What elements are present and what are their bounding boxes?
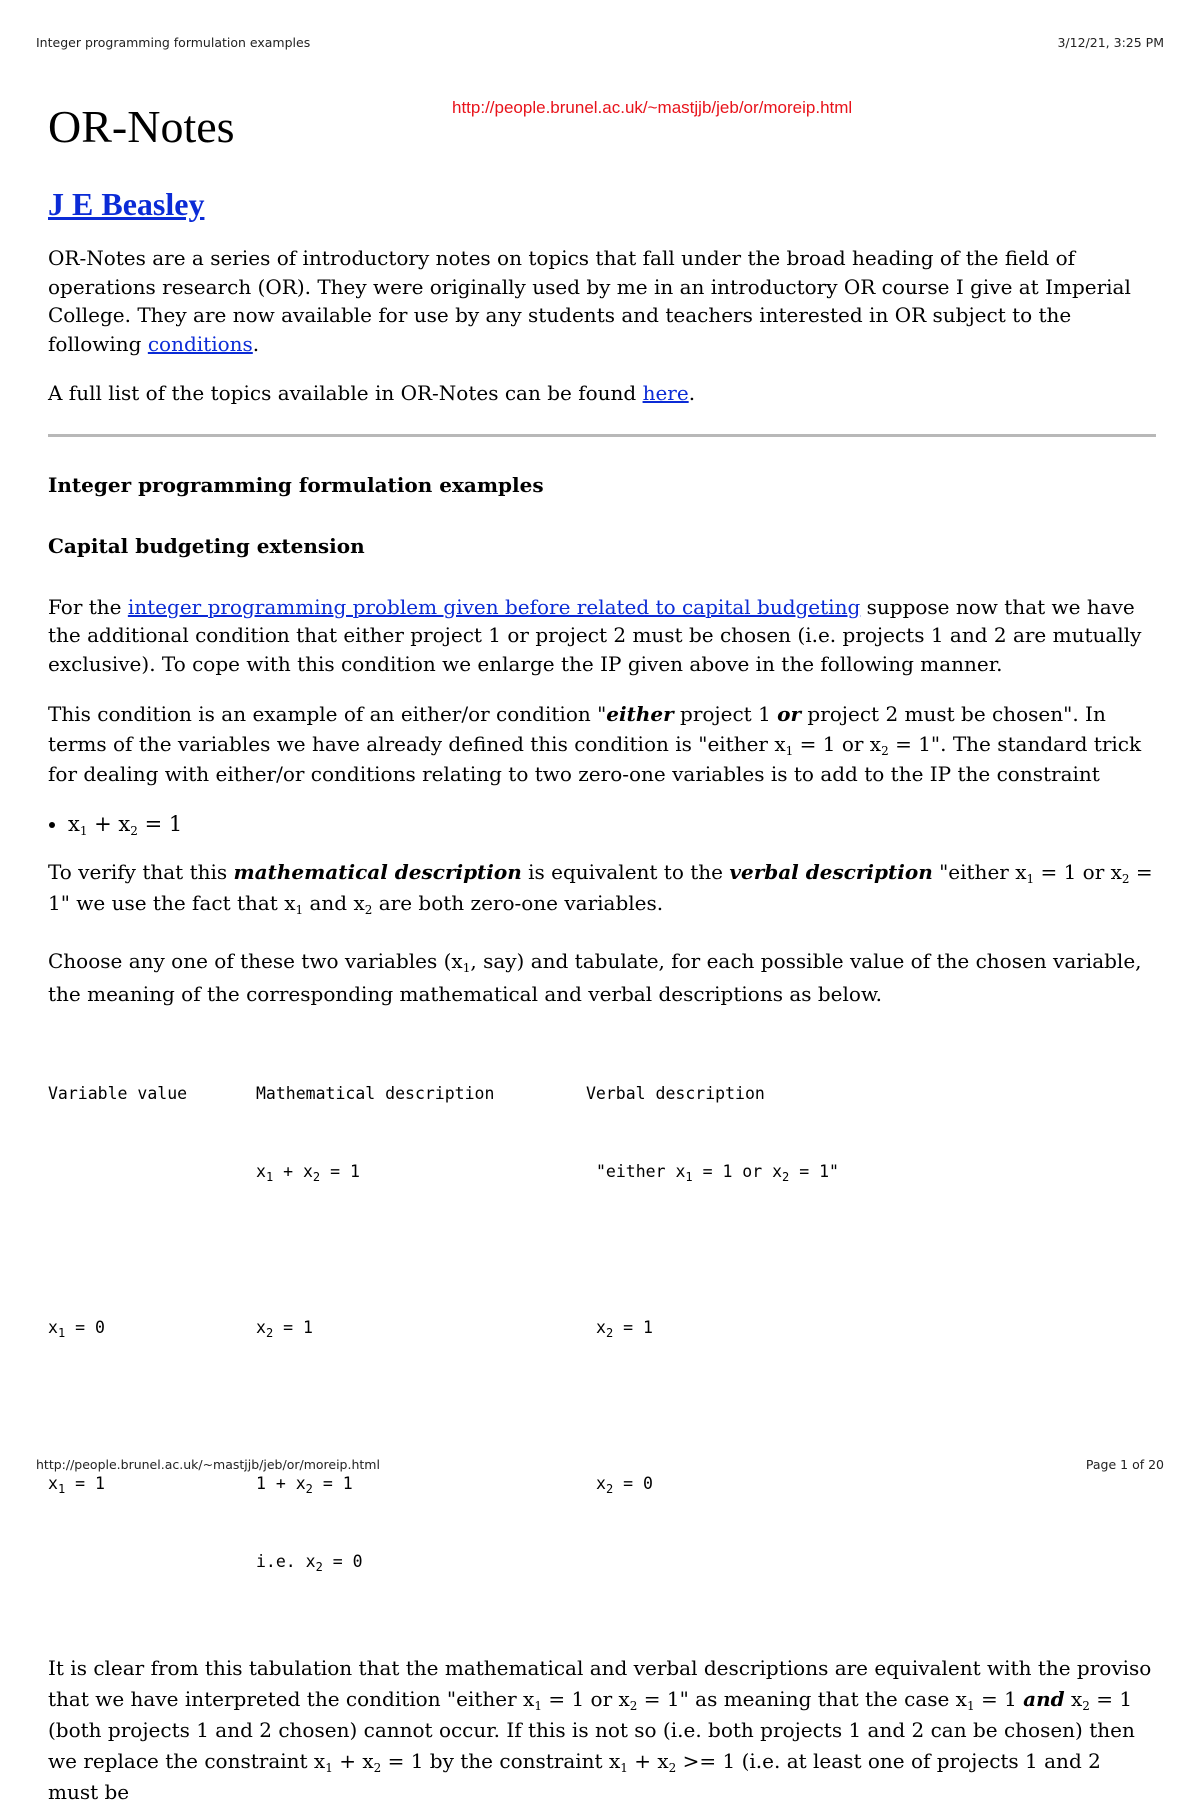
t-c: = 1: [320, 1162, 360, 1181]
conditions-link[interactable]: conditions: [147, 331, 253, 356]
row2-variable: [48, 1471, 256, 1497]
sub-1: 1: [534, 1699, 542, 1713]
para1-after: suppose now that we have the additional condition that either project 1 or project 2 must be chosen (i.e. projects 1 and 2 are mutually exclusive). To cope with this condition we enlarge the IP given above in the following manner.: [48, 594, 1142, 676]
para-choose: [48, 945, 1156, 1011]
para2-t3: project 2 must be chosen". In terms of the variables we have already defined this condition is "either x: [48, 702, 1106, 756]
constraint-list: [48, 809, 1156, 839]
spacer: [48, 1393, 1156, 1419]
capital-budgeting-link[interactable]: integer programming problem given before related to capital budgeting: [127, 594, 861, 619]
t-a: x: [596, 1318, 606, 1337]
author-heading: [48, 184, 1156, 224]
sub-2: 2: [1121, 872, 1130, 886]
header-math-description: Mathematical description: [256, 1084, 495, 1103]
p5-t6: = 1 (both projects 1 and 2 chosen) cannot occur. If this is not so (i.e. both projects 1 and 2 can be chosen) then we replace the constraint x: [48, 1687, 1135, 1773]
sub-2: 2: [629, 1699, 638, 1713]
sub-2: 2: [312, 1170, 321, 1184]
para-capital-budgeting: [48, 593, 1156, 679]
topics-paragraph: [48, 379, 1156, 408]
sub-1: 1: [325, 1761, 333, 1775]
t-b: = 1: [65, 1474, 105, 1493]
sub-1: 1: [462, 961, 471, 975]
print-header-datetime: 3/12/21, 3:25 PM: [1057, 35, 1164, 50]
p5-t9: + x: [627, 1749, 669, 1773]
para3-t1: To verify that this: [48, 860, 234, 884]
para3-t4: = 1 or x: [1034, 860, 1122, 884]
row1-verbal: [586, 1315, 936, 1341]
p5-t2: = 1 or x: [541, 1687, 630, 1711]
url-stamp: http://people.brunel.ac.uk/~mastjjb/jeb/or/moreip.html: [452, 98, 853, 117]
para2-t4: = 1 or x: [793, 732, 882, 756]
p5-t5: x: [1064, 1687, 1083, 1711]
subsection-title: Capital budgeting extension: [48, 534, 365, 558]
p5-t1: It is clear from this tabulation that the mathematical and verbal descriptions are equivalent with the proviso that we have interpreted the condition "either x: [48, 1656, 1152, 1711]
para4-t1: Choose any one of these two variables (x: [48, 949, 463, 973]
para3-t7: are both zero-one variables.: [372, 891, 664, 915]
sub-2: 2: [668, 1761, 677, 1775]
sub-1: 1: [620, 1761, 628, 1775]
t-a: x: [256, 1318, 266, 1337]
t-b: = 0: [322, 1552, 363, 1571]
sub-2: 2: [782, 1170, 790, 1184]
page-content: [48, 98, 1156, 1808]
sub-1: 1: [79, 824, 88, 838]
and-emph: and: [1023, 1687, 1065, 1711]
header-verbal-equation: [586, 1159, 936, 1185]
site-title: OR-Notes: [48, 101, 235, 152]
sub-1: 1: [295, 903, 304, 917]
sub-2: 2: [605, 1482, 614, 1496]
t-b: = 1: [273, 1318, 313, 1337]
t-a: "either x: [596, 1162, 686, 1181]
print-footer-url: http://people.brunel.ac.uk/~mastjjb/jeb/or/moreip.html: [36, 1457, 380, 1472]
p5-t3: = 1" as meaning that the case x: [637, 1687, 967, 1711]
spacer: [48, 1237, 1156, 1263]
divider: [48, 434, 1156, 437]
header-variable-value: Variable value: [48, 1084, 188, 1103]
sub-2: 2: [364, 903, 373, 917]
table-header-equation-row: [48, 1159, 1156, 1185]
p5-t10: >= 1 (i.e. at least one of projects 1 and 2 must be: [48, 1749, 1101, 1804]
either-emph: either: [606, 702, 674, 726]
print-footer-page: Page 1 of 20: [1085, 1457, 1164, 1472]
intro-end: .: [252, 331, 260, 356]
sub-1: 1: [966, 1699, 975, 1713]
sub-1: 1: [57, 1326, 66, 1340]
sub-2: 2: [1082, 1699, 1090, 1713]
t-b: = 0: [613, 1474, 653, 1493]
para2-t2: project 1: [673, 702, 778, 726]
p5-t7: + x: [332, 1749, 374, 1773]
sub-1: 1: [1026, 872, 1035, 886]
sub-1: 1: [265, 1170, 274, 1184]
topics-end: .: [688, 381, 696, 405]
print-header-title: Integer programming formulation examples: [36, 35, 311, 50]
para3-t2: is equivalent to the: [521, 860, 730, 884]
t-a: 1 + x: [256, 1474, 306, 1493]
sub-1: 1: [685, 1170, 693, 1184]
row2-verbal: [586, 1471, 936, 1497]
t-b: = 1: [613, 1318, 653, 1337]
t-a: x: [256, 1162, 266, 1181]
c-c: = 1: [137, 812, 183, 836]
header-verbal-description: Verbal description: [586, 1084, 765, 1103]
topics-text: A full list of the topics available in OR-Notes can be found: [48, 381, 643, 405]
sub-2: 2: [373, 1761, 382, 1775]
row1-variable: [48, 1315, 256, 1341]
para3-t6: and x: [303, 891, 365, 915]
t-b: = 0: [65, 1318, 105, 1337]
para2-t5: = 1". The standard trick for dealing with either/or conditions relating to two zero-one variables is to add to the IP the constraint: [48, 732, 1142, 786]
t-b: + x: [273, 1162, 313, 1181]
sub-1: 1: [57, 1482, 66, 1496]
para2-t1: This condition is an example of an either/or condition ": [48, 702, 607, 726]
para-conclusion: [48, 1653, 1156, 1808]
t-a: x: [48, 1474, 58, 1493]
print-footer: [36, 1457, 1164, 1472]
sub-2: 2: [130, 824, 138, 838]
row2-math: [256, 1471, 586, 1497]
empty-cell: [48, 1159, 256, 1185]
para3-t5: = 1" we use the fact that x: [48, 860, 1153, 915]
header-math-equation: [256, 1159, 586, 1185]
t-b: = 1: [312, 1474, 353, 1493]
math-desc-emph: mathematical description: [233, 860, 522, 884]
section-title: Integer programming formulation examples: [48, 472, 544, 497]
para4-t2: , say) and tabulate, for each possible value of the chosen variable, the meaning of the corresponding mathematical and verbal descriptions as below.: [48, 949, 1142, 1006]
intro-text: OR-Notes are a series of introductory notes on topics that fall under the broad heading of the field of operations research (OR). They were originally used by me in an introductory OR course I give at Imperial College. They are now available for use by any students and teachers interested in OR subject to the following: [48, 246, 1131, 356]
para-either-or: [48, 699, 1156, 789]
sub-2: 2: [265, 1326, 274, 1340]
p5-t8: = 1 by the constraint x: [381, 1749, 621, 1773]
verbal-desc-emph: verbal description: [729, 860, 933, 884]
t-b: = 1 or x: [692, 1162, 783, 1181]
sub-2: 2: [315, 1560, 323, 1574]
print-header: [36, 35, 1164, 50]
table-row: [48, 1471, 1156, 1497]
t-a: i.e. x: [256, 1552, 316, 1571]
or-emph: or: [777, 702, 802, 726]
c-a: x: [68, 812, 80, 836]
p5-t4: = 1: [974, 1687, 1024, 1711]
sub-2: 2: [881, 744, 889, 758]
sub-2: 2: [605, 1326, 614, 1340]
here-link[interactable]: here: [642, 381, 689, 405]
row1-math: [256, 1315, 586, 1341]
table-row: [48, 1315, 1156, 1341]
constraint-item: [68, 809, 1156, 839]
t-a: x: [596, 1474, 606, 1493]
para-verify: [48, 857, 1156, 919]
t-a: x: [48, 1318, 58, 1337]
para1-before: For the: [48, 594, 128, 619]
sub-1: 1: [785, 744, 794, 758]
sub-2: 2: [305, 1482, 313, 1496]
c-b: + x: [87, 812, 131, 836]
t-c: = 1": [789, 1162, 839, 1181]
para3-t3: "either x: [932, 860, 1027, 884]
table-header-row: [48, 1081, 1156, 1107]
author-link[interactable]: J E Beasley: [48, 186, 205, 222]
tabulation: [48, 1029, 1156, 1627]
intro-paragraph: [48, 244, 1156, 358]
